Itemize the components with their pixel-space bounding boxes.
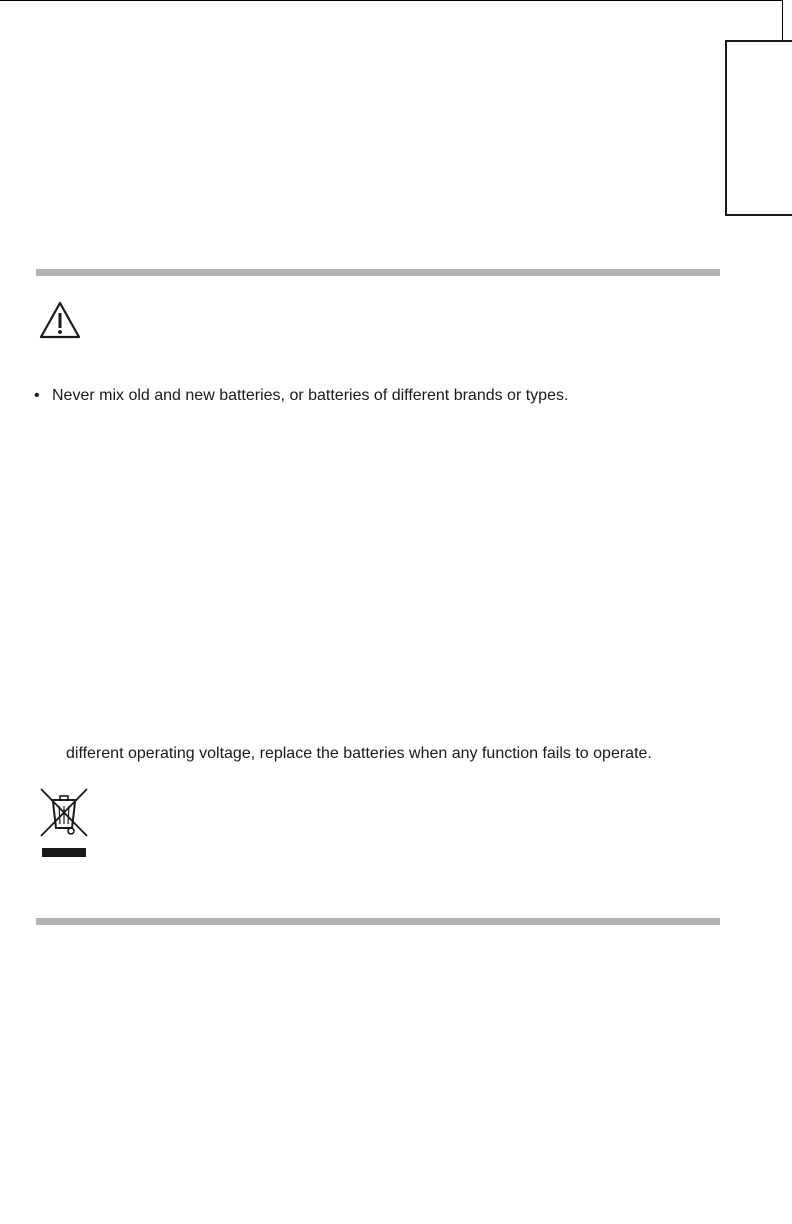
bullet-marker: • <box>34 387 40 404</box>
battery-warning-item <box>34 386 568 406</box>
top-trim-line <box>0 0 782 1</box>
section-divider-top <box>36 269 720 276</box>
battery-warning-continuation: different operating voltage, replace the batteries when any function fails to operate. <box>66 745 652 762</box>
side-language-tab <box>725 40 792 216</box>
section-divider-bottom <box>36 918 720 925</box>
battery-warning-text: Never mix old and new batteries, or batteries of different brands or types. <box>52 387 569 404</box>
warning-triangle-icon <box>38 300 82 340</box>
crossed-out-wheelie-bin-icon <box>38 786 90 858</box>
